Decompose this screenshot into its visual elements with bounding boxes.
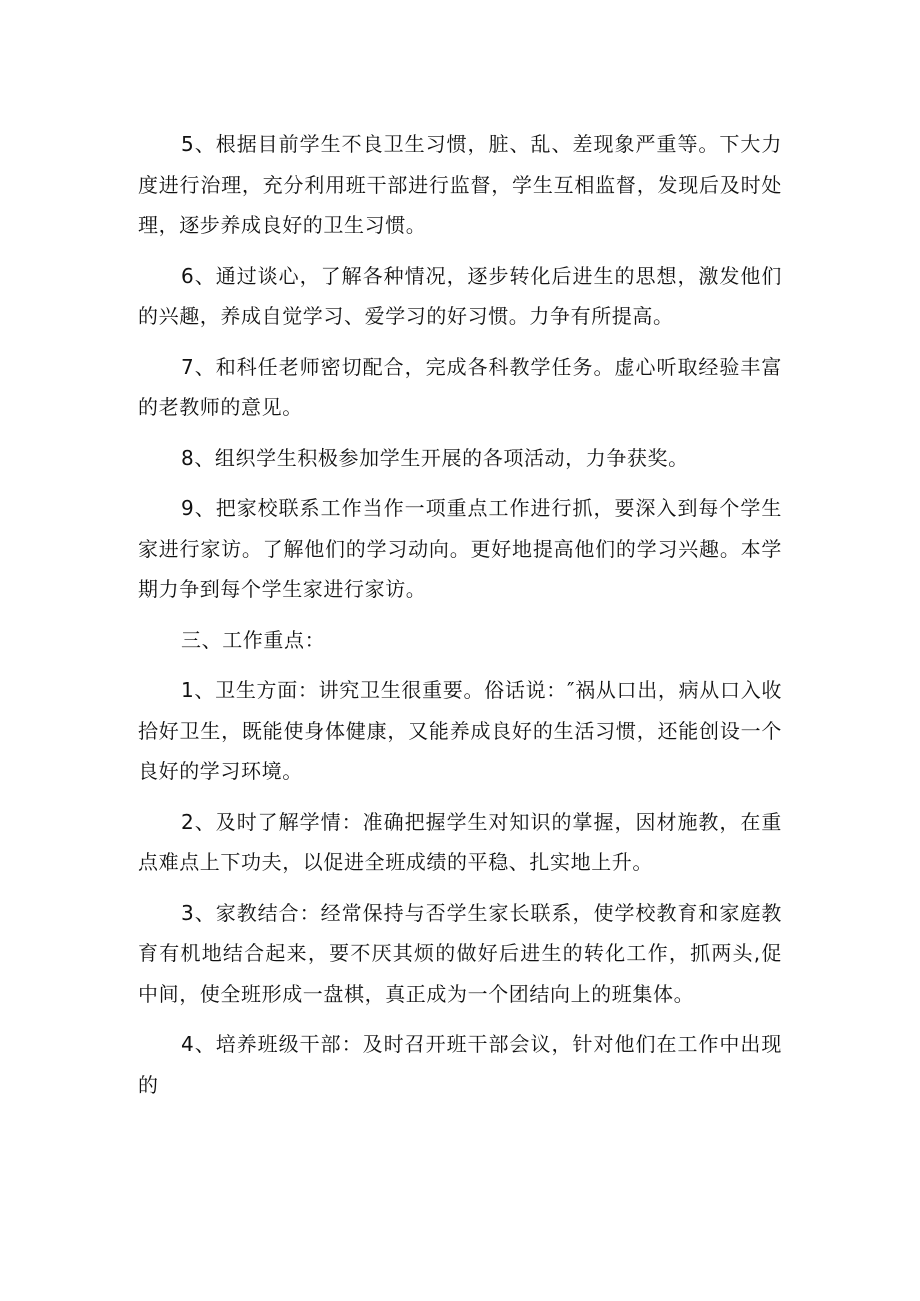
paragraph-item-6: 6、通过谈心，了解各种情况，逐步转化后进生的思想，激发他们的兴趣，养成自觉学习、爱学习的好习惯。力争有所提高。	[138, 263, 782, 328]
focus-item-hygiene: 1、卫生方面：讲究卫生很重要。俗话说：″祸从口出，病从口入收拾好卫生，既能使身体健康，又能养成良好的生活习惯，还能创设一个良好的学习环境。	[138, 678, 782, 783]
paragraph-item-8: 8、组织学生积极参加学生开展的各项活动，力争获奖。	[181, 445, 689, 470]
paragraph-item-9: 9、把家校联系工作当作一项重点工作进行抓，要深入到每个学生家进行家访。了解他们的学习动向。更好地提高他们的学习兴趣。本学期力争到每个学生家进行家访。	[138, 496, 782, 601]
focus-item-home-school: 3、家教结合：经常保持与否学生家长联系，使学校教育和家庭教育有机地结合起来，要不厌其烦的做好后进生的转化工作，抓两头,促中间，使全班形成一盘棋，真正成为一个团结向上的班集体。	[138, 900, 782, 1006]
paragraph-item-5: 5、根据目前学生不良卫生习惯，脏、乱、差现象严重等。下大力度进行治理，充分利用班干部进行监督，学生互相监督，发现后及时处理，逐步养成良好的卫生习惯。	[138, 132, 782, 237]
paragraph-item-7: 7、和科任老师密切配合，完成各科教学任务。虚心听取经验丰富的老教师的意见。	[138, 354, 782, 419]
section-heading-work-focus: 三、工作重点：	[181, 627, 326, 652]
focus-item-learning-status: 2、及时了解学情：准确把握学生对知识的掌握，因材施教，在重点难点上下功夫，以促进全班成绩的平稳、扎实地上升。	[138, 809, 782, 874]
focus-item-class-cadres: 4、培养班级干部：及时召开班干部会议，针对他们在工作中出现的	[138, 1032, 782, 1097]
document-body	[138, 124, 782, 1115]
